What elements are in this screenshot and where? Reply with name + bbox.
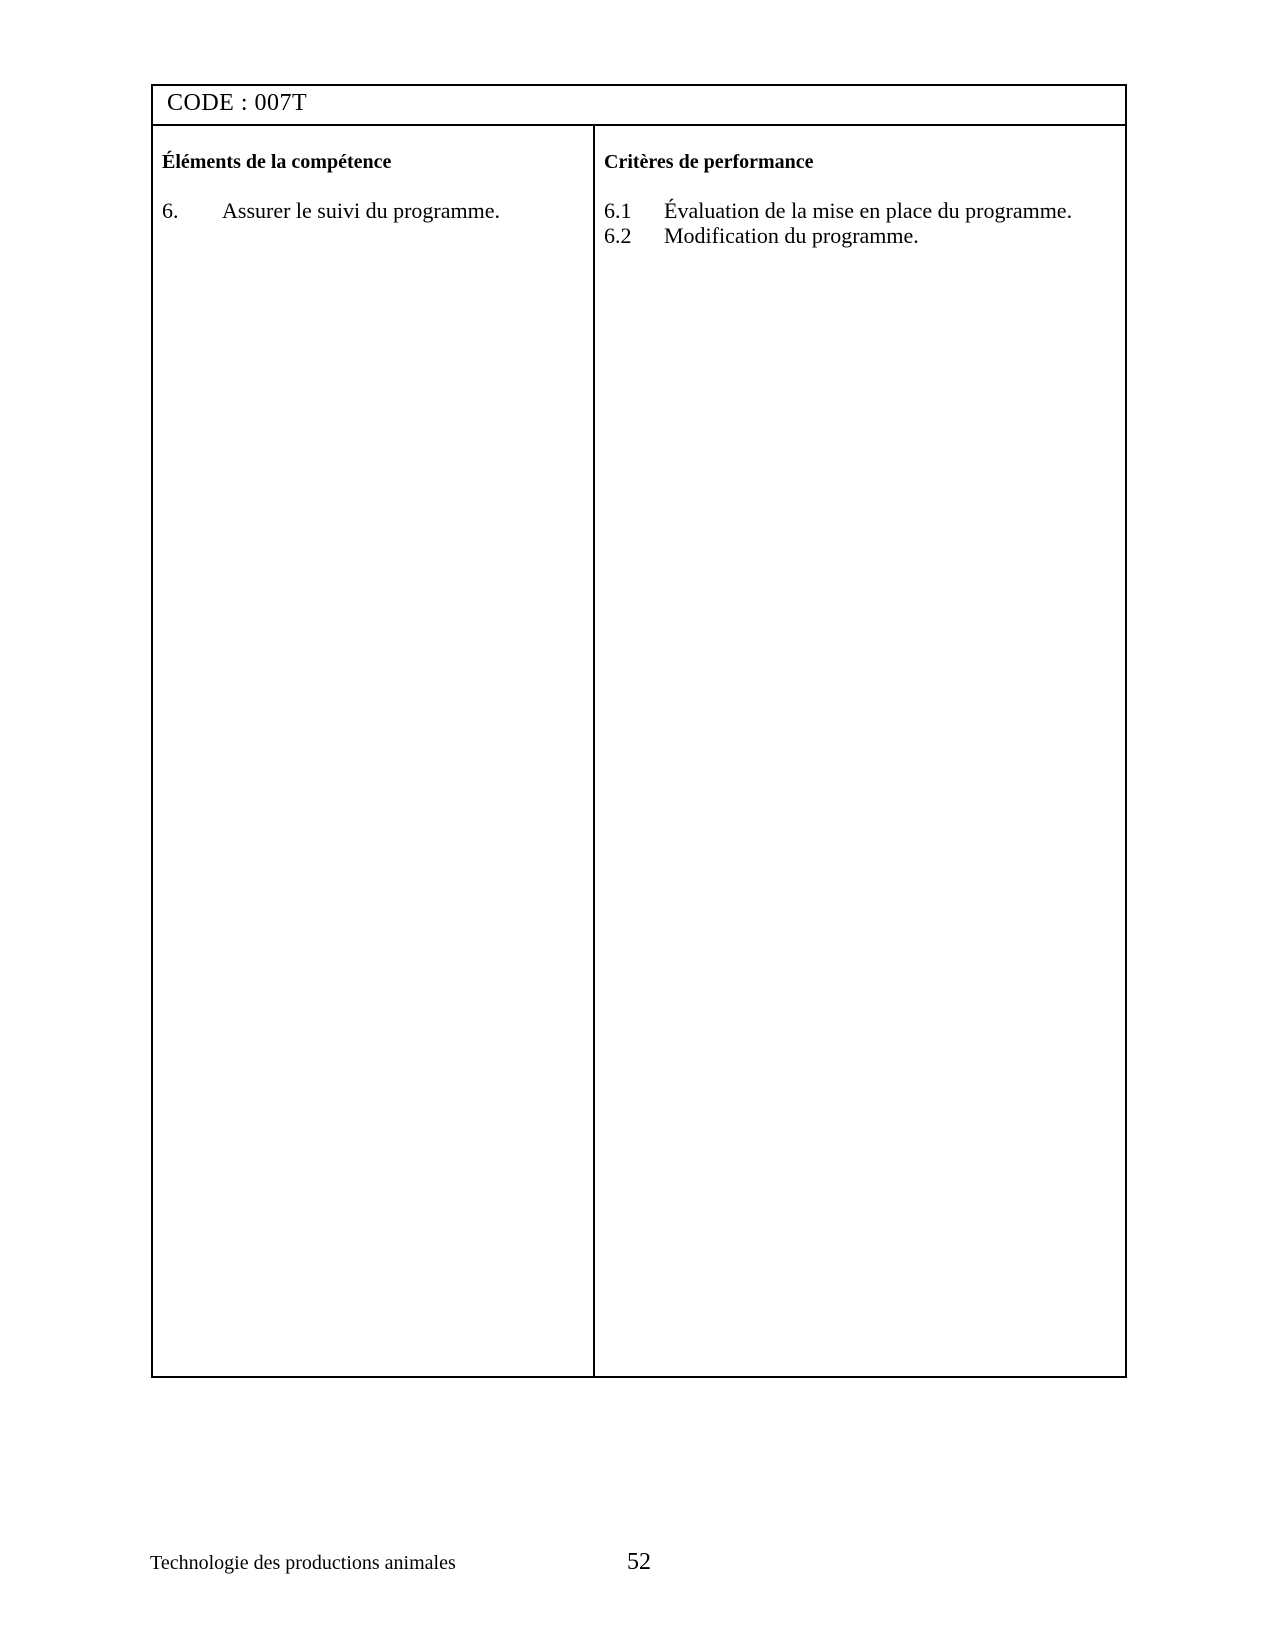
criteria-heading: Critères de performance — [604, 151, 814, 173]
footer-title: Technologie des productions animales — [150, 1552, 456, 1574]
code-label: CODE : 007T — [167, 90, 308, 116]
list-item — [604, 198, 1072, 223]
item-number: 6.2 — [604, 223, 632, 248]
list-item — [162, 198, 500, 223]
list-item — [604, 223, 1072, 248]
competency-table — [151, 84, 1127, 1378]
item-text: Évaluation de la mise en place du programme. — [664, 198, 1073, 223]
criteria-list — [604, 198, 1072, 248]
item-text: Assurer le suivi du programme. — [222, 198, 500, 223]
elements-heading: Éléments de la compétence — [162, 151, 392, 173]
item-text: Modification du programme. — [664, 223, 919, 248]
elements-list — [162, 198, 500, 223]
item-number: 6.1 — [604, 198, 632, 223]
page-number: 52 — [627, 1549, 651, 1575]
code-row — [153, 86, 1125, 126]
item-number: 6. — [162, 198, 179, 223]
elements-column — [153, 126, 593, 1376]
criteria-column — [595, 126, 1125, 1376]
